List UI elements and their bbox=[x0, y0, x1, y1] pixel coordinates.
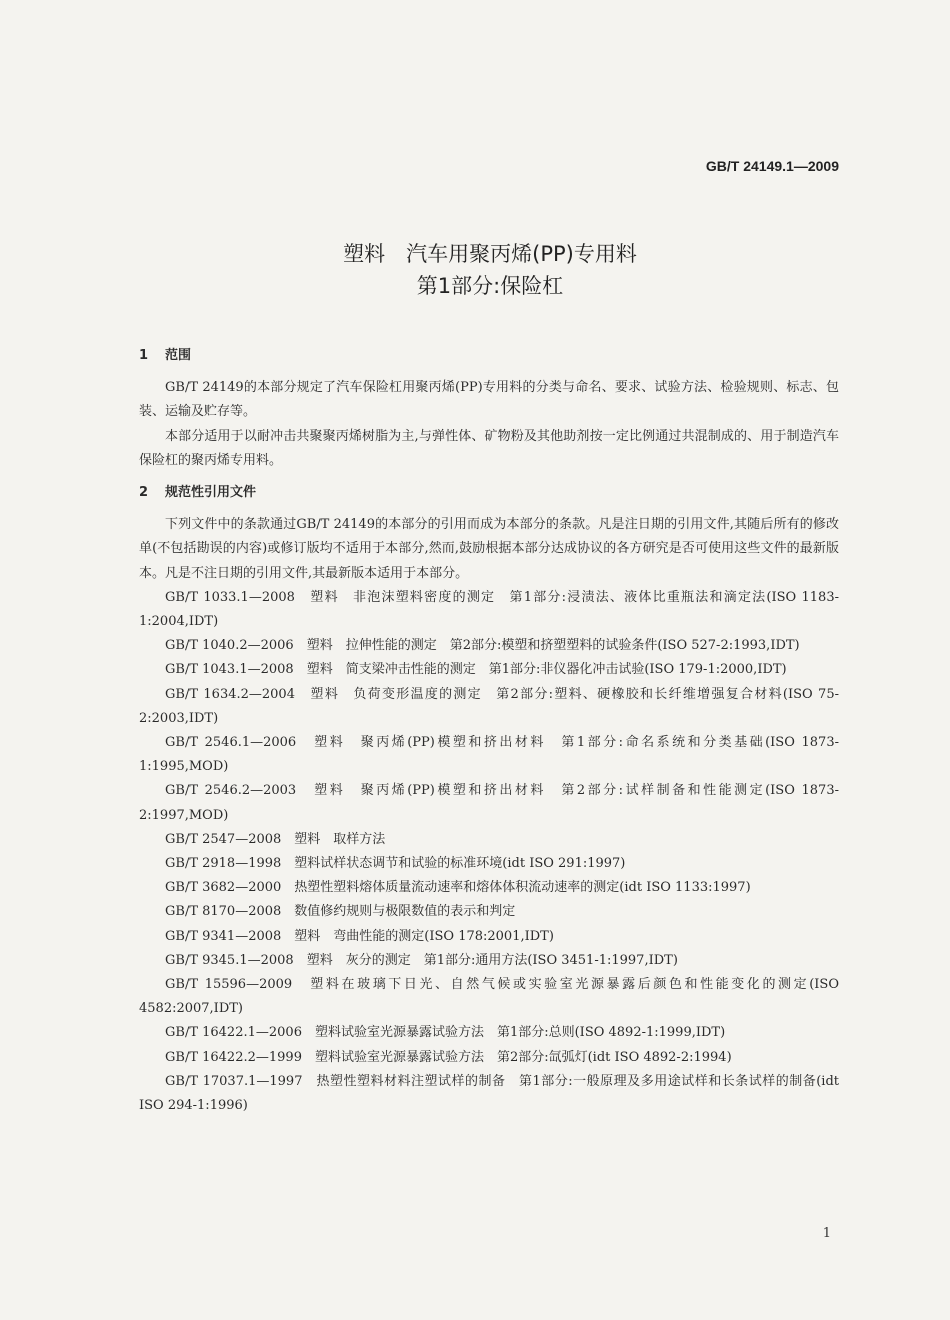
reference-item: GB/T 1634.2—2004 塑料 负荷变形温度的测定 第2部分:塑料、硬橡胶和长纤维增强复合材料(ISO 75-2:2003,IDT) bbox=[139, 686, 839, 726]
paragraph: GB/T 24149的本部分规定了汽车保险杠用聚丙烯(PP)专用料的分类与命名、要求、试验方法、检验规则、标志、包装、运输及贮存等。 bbox=[139, 380, 839, 420]
reference-item: GB/T 9341—2008 塑料 弯曲性能的测定(ISO 178:2001,IDT) bbox=[165, 928, 554, 944]
document-body bbox=[139, 344, 839, 1118]
reference-item: GB/T 1033.1—2008 塑料 非泡沫塑料密度的测定 第1部分:浸渍法、液体比重瓶法和滴定法(ISO 1183-1:2004,IDT) bbox=[139, 589, 839, 630]
standard-number: GB/T 24149.1—2009 bbox=[705, 158, 839, 174]
reference-item: GB/T 2546.1—2006 塑料 聚丙烯(PP)模塑和挤出材料 第1部分:命名系统和分类基础(ISO 1873-1:1995,MOD) bbox=[139, 735, 839, 775]
reference-item: GB/T 1043.1—2008 塑料 简支梁冲击性能的测定 第1部分:非仪器化冲击试验(ISO 179-1:2000,IDT) bbox=[165, 662, 787, 678]
page-number: 1 bbox=[822, 1226, 831, 1241]
reference-item: GB/T 16422.2—1999 塑料试验室光源暴露试验方法 第2部分:氙弧灯(idt ISO 4892-2:1994) bbox=[165, 1049, 732, 1065]
reference-item: GB/T 9345.1—2008 塑料 灰分的测定 第1部分:通用方法(ISO 3451-1:1997,IDT) bbox=[165, 952, 678, 968]
document-title: 塑料 汽车用聚丙烯(PP)专用料 bbox=[343, 242, 637, 266]
section-heading-normative-references bbox=[139, 481, 839, 505]
reference-item: GB/T 2918—1998 塑料试样状态调节和试验的标准环境(idt ISO 291:1997) bbox=[165, 856, 626, 872]
reference-item: GB/T 15596—2009 塑料在玻璃下日光、自然气候或实验室光源暴露后颜色和性能变化的测定(ISO 4582:2007,IDT) bbox=[139, 977, 839, 1017]
section-number: 1 bbox=[139, 348, 149, 363]
reference-item: GB/T 2546.2—2003 塑料 聚丙烯(PP)模塑和挤出材料 第2部分:试样制备和性能测定(ISO 1873-2:1997,MOD) bbox=[139, 783, 839, 823]
reference-item: GB/T 17037.1—1997 热塑性塑料材料注塑试样的制备 第1部分:一般原理及多用途试样和长条试样的制备(idt ISO 294-1:1996) bbox=[139, 1073, 839, 1114]
reference-item: GB/T 2547—2008 塑料 取样方法 bbox=[165, 831, 386, 847]
reference-item: GB/T 8170—2008 数值修约规则与极限数值的表示和判定 bbox=[165, 904, 516, 920]
paragraph: 本部分适用于以耐冲击共聚聚丙烯树脂为主,与弹性体、矿物粉及其他助剂按一定比例通过共混制成的、用于制造汽车保险杠的聚丙烯专用料。 bbox=[139, 428, 839, 468]
paragraph: 下列文件中的条款通过GB/T 24149的本部分的引用而成为本部分的条款。凡是注日期的引用文件,其随后所有的修改单(不包括勘误的内容)或修订版均不适用于本部分,然而,鼓励根据本部分达成协议的各方研究是否可使用这些文件的最新版本。凡是不注日期的引用文件,其最新版本适用于本部分。 bbox=[139, 517, 839, 581]
reference-list bbox=[139, 586, 839, 1118]
section-title: 规范性引用文件 bbox=[165, 485, 257, 501]
section-heading-scope bbox=[139, 344, 839, 368]
section-title: 范围 bbox=[165, 348, 192, 363]
reference-item: GB/T 1040.2—2006 塑料 拉伸性能的测定 第2部分:模塑和挤塑塑料的试验条件(ISO 527-2:1993,IDT) bbox=[165, 638, 800, 654]
reference-item: GB/T 16422.1—2006 塑料试验室光源暴露试验方法 第1部分:总则(ISO 4892-1:1999,IDT) bbox=[165, 1025, 726, 1041]
document-subtitle: 第1部分:保险杠 bbox=[416, 274, 564, 298]
reference-item: GB/T 3682—2000 热塑性塑料熔体质量流动速率和熔体体积流动速率的测定(idt ISO 1133:1997) bbox=[165, 880, 751, 896]
section-number: 2 bbox=[139, 485, 149, 501]
